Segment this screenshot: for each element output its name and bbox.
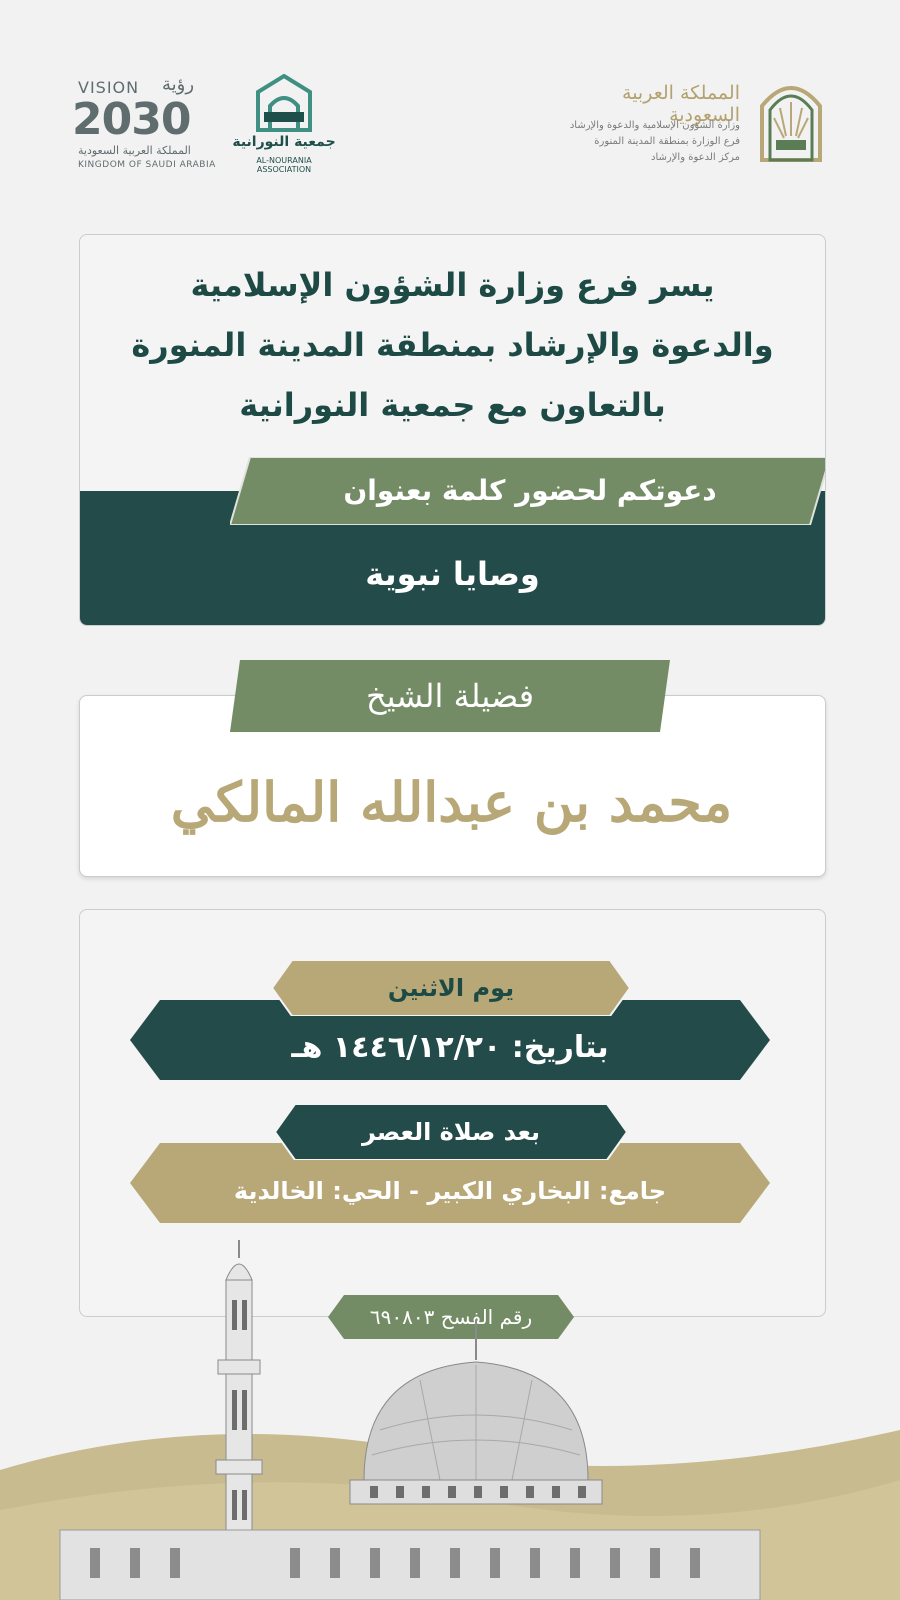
nourania-name-ar: جمعية النورانية (232, 134, 336, 150)
ministry-logo (560, 74, 830, 174)
event-location: جامع: البخاري الكبير - الحي: الخالدية (233, 1177, 667, 1205)
intro-line-1: يسر فرع وزارة الشؤون الإسلامية (190, 266, 715, 304)
ministry-branch: فرع الوزارة بمنطقة المدينة المنورة (594, 136, 740, 147)
event-day: يوم الاثنين (387, 974, 515, 1002)
vision-year: 2030 (72, 94, 191, 145)
vision-label: VISION (78, 78, 140, 97)
nourania-emblem-icon (254, 74, 314, 132)
speaker-title: فضيلة الشيخ (365, 677, 535, 715)
invitation-intro (100, 255, 805, 435)
speaker-name: محمد بن عبدالله المالكي (170, 770, 733, 834)
vision-2030-logo (70, 72, 220, 172)
nourania-logo (228, 74, 340, 174)
permit-number: رقم الفسح ٦٩٠٨٠٣ (369, 1305, 533, 1329)
ministry-emblem-icon (758, 76, 824, 162)
lecture-topic: وصايا نبوية (365, 555, 540, 593)
mosque-illustration (0, 1230, 900, 1600)
ministry-center: مركز الدعوة والإرشاد (651, 152, 740, 163)
event-date: بتاريخ: ١٤٤٦/١٢/٢٠ هـ (291, 1030, 609, 1065)
ministry-kingdom-title: المملكة العربية السعودية (622, 82, 740, 126)
vision-kingdom-en: KINGDOM OF SAUDI ARABIA (78, 160, 216, 170)
nourania-name-en: AL-NOURANIA ASSOCIATION (256, 156, 312, 174)
vision-label-ar: رؤية (162, 74, 195, 95)
event-time: بعد صلاة العصر (361, 1118, 541, 1146)
intro-line-3: بالتعاون مع جمعية النورانية (239, 386, 666, 424)
vision-kingdom-ar: المملكة العربية السعودية (78, 144, 191, 157)
ministry-name: وزارة الشؤون الإسلامية والدعوة والإرشاد (569, 120, 740, 131)
invite-label: دعوتكم لحضور كلمة بعنوان (343, 474, 717, 507)
invitation-card (79, 234, 826, 626)
intro-line-2: والدعوة والإرشاد بمنطقة المدينة المنورة (131, 326, 774, 364)
